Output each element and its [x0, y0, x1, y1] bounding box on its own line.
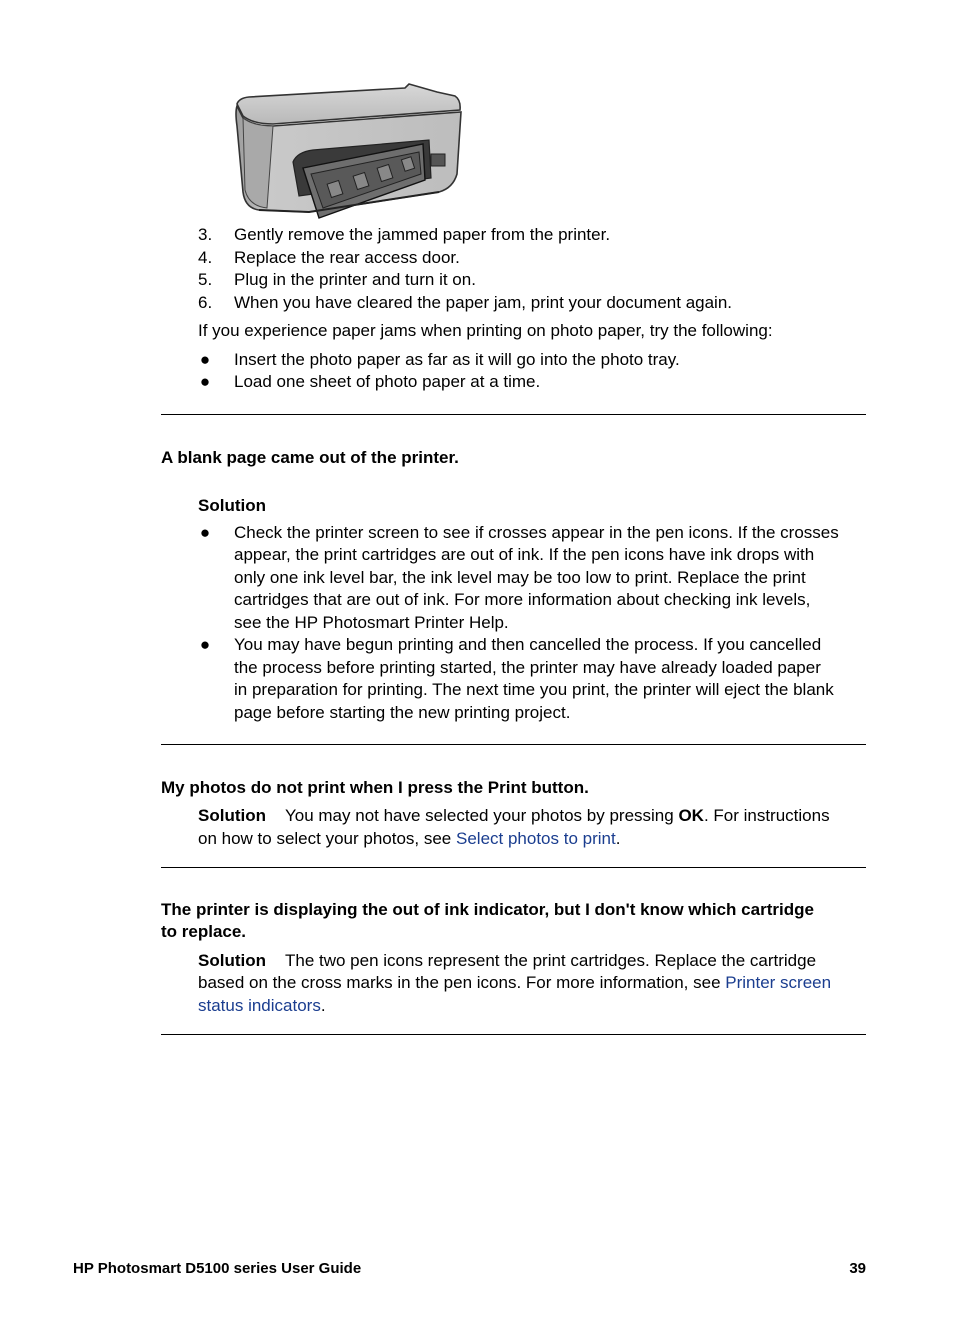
solution-paragraph: [198, 995, 326, 1018]
tip-text: Load one sheet of photo paper at a time.: [234, 372, 541, 391]
solution-text: The two pen icons represent the print cartridges. Replace the cartridge: [284, 951, 817, 970]
bullet-line: Check the printer screen to see if crosses appear in the pen icons. If the crosses: [234, 523, 839, 542]
step-text: Replace the rear access door.: [234, 248, 460, 267]
solution-paragraph: [198, 972, 831, 995]
solution-label: Solution: [198, 951, 266, 970]
section-heading-blank-page: A blank page came out of the printer.: [161, 448, 459, 467]
section-heading-out-of-ink: The printer is displaying the out of ink indicator, but I don't know which cartridge: [161, 900, 814, 919]
footer-title: HP Photosmart D5100 series User Guide: [73, 1260, 362, 1277]
step-number: 5.: [198, 270, 213, 289]
solution-text: You may not have selected your photos by pressing: [284, 806, 679, 825]
bullet-line: only one ink level bar, the ink level may be too low to print. Replace the print: [234, 568, 806, 587]
solution-text: .: [615, 829, 621, 848]
bullet-icon: ●: [199, 635, 211, 654]
section-divider: [161, 414, 866, 415]
solution-paragraph: [198, 828, 620, 851]
status-indicators-link[interactable]: status indicators: [198, 996, 321, 1015]
step-number: 6.: [198, 293, 213, 312]
bullet-line: You may have begun printing and then cancelled the process. If you cancelled: [234, 635, 822, 654]
section-heading-photos-not-print: My photos do not print when I press the Print button.: [161, 778, 589, 797]
solution-text: based on the cross marks in the pen icons. For more information, see: [198, 973, 726, 992]
solution-paragraph: [198, 950, 816, 973]
bullet-icon: ●: [199, 350, 211, 369]
solution-paragraph: [198, 805, 830, 828]
printer-illustration: [233, 82, 465, 222]
bullet-line: appear, the print cartridges are out of ink. If the pen icons have ink drops with: [234, 545, 815, 564]
bullet-line: page before starting the new printing project.: [234, 703, 571, 722]
photo-paper-intro: If you experience paper jams when printing on photo paper, try the following:: [198, 321, 773, 340]
solution-label: Solution: [198, 806, 266, 825]
solution-text: . For instructions: [703, 806, 830, 825]
bullet-icon: ●: [199, 523, 211, 542]
step-number: 3.: [198, 225, 213, 244]
step-text: Plug in the printer and turn it on.: [234, 270, 476, 289]
bullet-line: in preparation for printing. The next time you print, the printer will eject the blank: [234, 680, 834, 699]
step-text: When you have cleared the paper jam, print your document again.: [234, 293, 733, 312]
printer-screen-link[interactable]: Printer screen: [725, 973, 832, 992]
section-heading-out-of-ink-continued: to replace.: [161, 922, 247, 941]
step-text: Gently remove the jammed paper from the printer.: [234, 225, 611, 244]
section-divider: [161, 744, 866, 745]
section-divider: [161, 867, 866, 868]
ok-button-name: OK: [678, 806, 704, 825]
printer-rear-access-door-icon: [233, 82, 465, 222]
page-number: 39: [849, 1260, 866, 1277]
bullet-line: see the HP Photosmart Printer Help.: [234, 613, 509, 632]
solution-text: .: [320, 996, 326, 1015]
tip-text: Insert the photo paper as far as it will go into the photo tray.: [234, 350, 680, 369]
bullet-line: cartridges that are out of ink. For more information about checking ink levels,: [234, 590, 811, 609]
bullet-icon: ●: [199, 372, 211, 391]
solution-label: Solution: [198, 496, 266, 515]
solution-text: on how to select your photos, see: [198, 829, 456, 848]
step-number: 4.: [198, 248, 213, 267]
section-divider: [161, 1034, 866, 1035]
select-photos-link[interactable]: Select photos to print: [456, 829, 616, 848]
bullet-line: the process before printing started, the printer may have already loaded paper: [234, 658, 821, 677]
